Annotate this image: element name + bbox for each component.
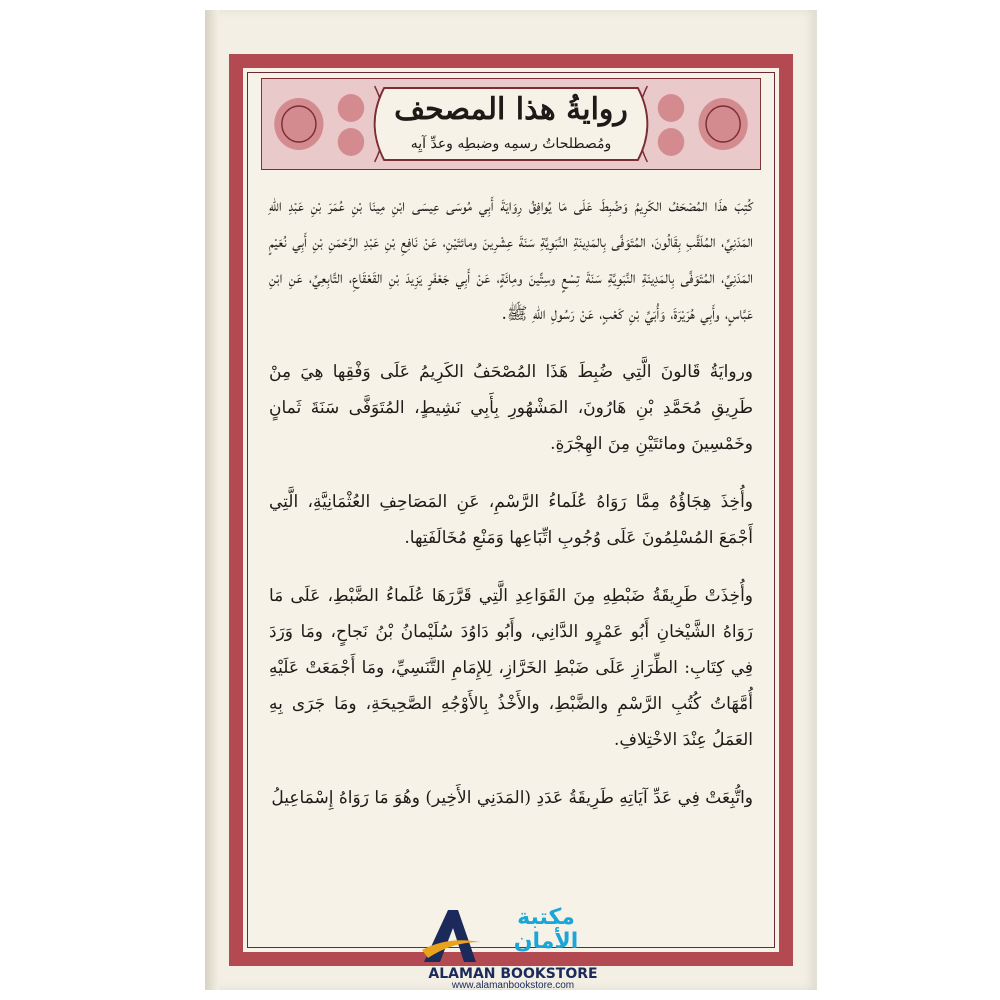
page-title: روايةُ هذا المصحف [394, 92, 628, 127]
letter-a-logo-icon [418, 906, 482, 964]
paragraph: وروايَةُ قَالونَ الَّتِي ضُبِطَ هَذَا المُصْحَفُ الكَرِيمُ عَلَى وَفْقِها هِيَ مِنْ طَرِيقِ مُحَمَّدِ بْنِ هَارُونَ، المَشْهُورِ بِأَبِي نَشِيطٍ، المُتَوَفَّى سَنَةَ ثَمانٍ وخَمْسِينَ ومائتَيْنِ مِنَ الهِجْرَةِ. [269, 362, 753, 454]
header-cartouche [261, 78, 761, 170]
website-url: www.alamanbookstore.com [451, 980, 575, 991]
mushaf-page [205, 10, 817, 990]
paragraph: وأُخِذَ هِجَاؤُهُ مِمَّا رَوَاهُ عُلَماءُ الرَّسْمِ، عَنِ المَصَاحِفِ العُثْمَانِيَّةِ، الَّتِي أَجْمَعَ المُسْلِمُونَ عَلَى وُجُوبِ اتِّبَاعِها وَمَنْعِ مُخَالَفَتِها. [269, 492, 753, 548]
logo-arabic-line2: الأمان [513, 929, 579, 954]
logo-arabic-text [486, 906, 606, 954]
paragraph: واتُّبِعَتْ فِي عَدِّ آيَاتِهِ طَرِيقَةُ عَدَدِ (المَدَنِي الأَخِير) وهُوَ مَا رَوَاهُ إِسْمَاعِيلُ [271, 788, 753, 808]
paragraph: وأُخِذَتْ طَرِيقَةُ ضَبْطِهِ مِنَ القَوَاعِدِ الَّتِي قَرَّرَهَا عُلَماءُ الضَّبْطِ، عَلَى مَا رَوَاهُ الشَّيْخانِ أَبُو عَمْرٍو الدَّانِي، وأَبُو دَاوُدَ سُلَيْمانُ بْنُ نَجاحٍ، ومَا وَرَدَ فِي كِتَابِ: الطِّرَازِ عَلَى ضَبْطِ الخَرَّازِ، لِلإِمَامِ التَّنَسِيِّ، ومَا أَجْمَعَتْ عَلَيْهِ أُمَّهَاتُ كُتُبِ الرَّسْمِ والضَّبْطِ، والأَخْذُ بِالأَوْجُهِ الصَّحِيحَةِ، ومَا جَرَى بِهِ العَمَلُ عِنْدَ الاخْتِلافِ. [269, 586, 753, 750]
paragraph: كُتِبَ هذَا المُصْحَفُ الكَرِيمُ وَضُبِطَ عَلَى مَا يُوافِقُ رِوَايَةَ أَبِي مُوسَى عِيسَى ابْنِ مِينَا بْنِ عُمَرَ بْنِ عَبْدِ اللهِ المَدَنِيِّ، المُلَقَّبِ بِقَالُونَ، المُتَوَفَّى بِالمَدِينَةِ النَّبَوِيَّةِ سَنَةَ عِشْرِينَ ومائتَيْنِ، عَنْ نَافِعِ بْنِ عَبْدِ الرَّحْمَنِ بْنِ أَبِي نُعَيْمٍ المَدَنِيِّ، المُتَوَفَّى بِالمَدِينَةِ النَّبَوِيَّةِ سَنَةَ تِسْعٍ وسِتِّينَ ومِائَةٍ، عَنْ أَبِي جَعْفَرٍ يَزِيدَ بْنِ القَعْقَاعِ، التَّابِعِيِّ، عَنِ ابْنِ عَبَّاسٍ، وأَبِي هُرَيْرَةَ، وَأُبَيِّ بْنِ كَعْبٍ، عَنْ رَسُولِ اللهِ ﷺ. [269, 196, 753, 324]
body-text [269, 188, 753, 838]
page-spine-shadow [205, 10, 219, 990]
logo-arabic-line1: مكتبة [517, 905, 575, 930]
page-subtitle: ومُصطلحاتُ رسمِه وضبطِه وعدِّ آيِه [410, 136, 612, 152]
logo-english-text: ALAMAN BOOKSTORE [428, 966, 598, 982]
bookstore-logo [418, 904, 608, 988]
ornamental-border [229, 54, 793, 966]
